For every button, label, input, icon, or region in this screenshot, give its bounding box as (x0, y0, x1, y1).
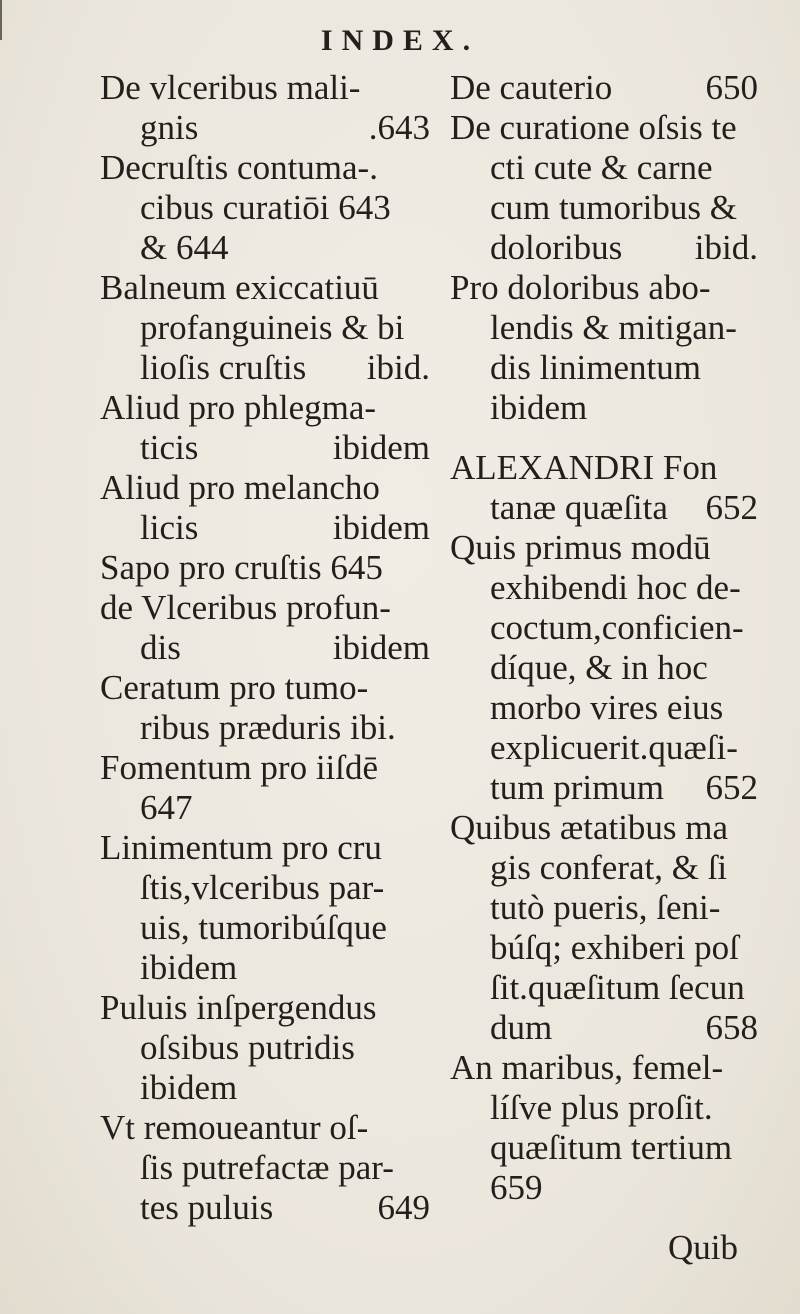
entry-text: licis (140, 508, 199, 547)
page-reference: ibidem (332, 508, 430, 547)
entry-line (450, 1008, 758, 1048)
page-reference: ibid. (366, 348, 430, 387)
entry-text: Ceratum pro tumo- (100, 668, 369, 707)
index-entry (450, 808, 758, 1048)
entry-text: doloribus (490, 228, 623, 267)
index-entry (450, 268, 758, 428)
entry-text: Aliud pro melancho (100, 468, 380, 507)
entry-line (100, 908, 430, 948)
entry-text: Aliud pro phlegma- (100, 388, 377, 427)
entry-text: ibidem (490, 388, 588, 427)
entry-text: 659 (490, 1168, 543, 1207)
entry-text: explicuerit.quæſi- (490, 728, 738, 767)
entry-line (450, 1048, 758, 1088)
entry-text: líſve plus proſit. (490, 1088, 713, 1127)
entry-line (450, 928, 758, 968)
entry-text: dis (140, 628, 181, 667)
entry-text: cibus curatiōi 643 (140, 188, 391, 227)
entry-text: & 644 (140, 228, 229, 267)
entry-line (100, 188, 430, 228)
entry-line (100, 1028, 430, 1068)
entry-line (100, 228, 430, 268)
entry-text: Pro doloribus abo- (450, 268, 711, 307)
page-reference: 649 (377, 1188, 430, 1227)
index-entry (100, 548, 430, 588)
entry-line (450, 688, 758, 728)
entry-text: Sapo pro cruſtis 645 (100, 548, 383, 587)
entry-line (100, 508, 430, 548)
entry-line (450, 308, 758, 348)
entry-text: ibidem (140, 1068, 238, 1107)
entry-line (450, 808, 758, 848)
entry-text: Balneum exiccatiuū (100, 268, 379, 307)
entry-line (450, 228, 758, 268)
entry-text: morbo vires eius (490, 688, 724, 727)
entry-line (450, 528, 758, 568)
page-reference: 658 (705, 1008, 758, 1047)
index-column-left (100, 68, 430, 1228)
index-entry (100, 268, 430, 388)
page-reference: ibid. (694, 228, 758, 267)
entry-line (100, 68, 430, 108)
entry-line (100, 828, 430, 868)
entry-text: De vlceribus mali- (100, 68, 361, 107)
entry-text: tanæ quæſita (490, 488, 668, 527)
page-reference: .643 (368, 108, 430, 147)
index-entry (450, 448, 758, 528)
index-entry (100, 1108, 430, 1228)
entry-line (100, 548, 430, 588)
entry-text: De curatione oſsis te (450, 108, 737, 147)
index-entry (100, 828, 430, 988)
entry-text: dum (490, 1008, 553, 1047)
entry-line (450, 268, 758, 308)
entry-line (100, 348, 430, 388)
entry-text: ſis putrefactæ par- (140, 1148, 394, 1187)
entry-line (100, 988, 430, 1028)
index-column-right (450, 68, 758, 1208)
entry-text: cum tumoribus & (490, 188, 737, 227)
entry-text: Linimentum pro cru (100, 828, 382, 867)
entry-line (100, 588, 430, 628)
entry-line (100, 708, 430, 748)
entry-text: uis, tumoribúſque (140, 908, 387, 947)
index-entry (100, 388, 430, 468)
entry-line (450, 1088, 758, 1128)
entry-line (100, 868, 430, 908)
entry-text: An maribus, femel- (450, 1048, 724, 1087)
entry-text: ibidem (140, 948, 238, 987)
entry-line (100, 1148, 430, 1188)
entry-line (100, 108, 430, 148)
entry-line (100, 428, 430, 468)
entry-text: de Vlceribus profun- (100, 588, 391, 627)
entry-line (100, 1068, 430, 1108)
entry-text: Decruſtis contuma-. (100, 148, 378, 187)
index-entry (100, 668, 430, 748)
entry-text: Vt remoueantur oſ- (100, 1108, 369, 1147)
entry-text: Quis primus modū (450, 528, 711, 567)
page-reference: ibidem (332, 628, 430, 667)
entry-text: cti cute & carne (490, 148, 713, 187)
entry-line (100, 948, 430, 988)
entry-line (100, 1108, 430, 1148)
entry-line (450, 488, 758, 528)
index-entry (100, 748, 430, 828)
index-entry (100, 988, 430, 1108)
entry-line (450, 728, 758, 768)
page-header: INDEX. (320, 24, 480, 57)
entry-text: ticis (140, 428, 199, 467)
entry-text: tum primum (490, 768, 665, 807)
entry-line (450, 188, 758, 228)
entry-text: tes puluis (140, 1188, 274, 1227)
entry-text: 647 (140, 788, 193, 827)
entry-line (100, 388, 430, 428)
index-entry (100, 588, 430, 668)
entry-line (450, 108, 758, 148)
entry-text: gnis (140, 108, 199, 147)
entry-line (100, 148, 430, 188)
entry-line (100, 668, 430, 708)
entry-text: ſit.quæſitum ſecun (490, 968, 745, 1007)
entry-line (450, 968, 758, 1008)
entry-line (450, 608, 758, 648)
entry-text: Quibus ætatibus ma (450, 808, 729, 847)
entry-line (450, 848, 758, 888)
entry-text: coctum,conficien- (490, 608, 744, 647)
entry-line (450, 148, 758, 188)
entry-text: De cauterio (450, 68, 613, 107)
entry-line (100, 308, 430, 348)
entry-text: búſq; exhiberi poſ (490, 928, 739, 967)
page-reference: 652 (705, 768, 758, 807)
entry-line (450, 1168, 758, 1208)
page-reference: 652 (705, 488, 758, 527)
entry-line (100, 628, 430, 668)
entry-line (100, 748, 430, 788)
entry-text: gis conferat, & ſi (490, 848, 728, 887)
entry-text: Fomentum pro iiſdē (100, 748, 379, 787)
entry-text: oſsibus putridis (140, 1028, 355, 1067)
entry-line (100, 468, 430, 508)
index-entry (450, 528, 758, 808)
entry-text: exhibendi hoc de- (490, 568, 741, 607)
entry-line (450, 648, 758, 688)
entry-text: tutò pueris, ſeni- (490, 888, 721, 927)
page-reference: ibidem (332, 428, 430, 467)
entry-line (450, 768, 758, 808)
index-entry (450, 68, 758, 108)
entry-text: ribus præduris ibi. (140, 708, 396, 747)
index-entry (100, 148, 430, 268)
entry-line (100, 268, 430, 308)
index-entry (100, 68, 430, 148)
entry-line (450, 68, 758, 108)
entry-line (450, 448, 758, 488)
index-entry (450, 1048, 758, 1208)
entry-text: profanguineis & bi (140, 308, 405, 347)
entry-line (100, 788, 430, 828)
entry-text: ALEXANDRI Fon (450, 448, 718, 487)
entry-text: lendis & mitigan- (490, 308, 737, 347)
entry-text: ſtis,vlceribus par- (140, 868, 385, 907)
index-entry (100, 468, 430, 548)
entry-line (450, 1128, 758, 1168)
entry-line (450, 888, 758, 928)
entry-line (450, 388, 758, 428)
entry-text: Puluis inſpergendus (100, 988, 377, 1027)
entry-text: lioſis cruſtis (140, 348, 307, 387)
entry-text: díque, & in hoc (490, 648, 708, 687)
entry-text: quæſitum tertium (490, 1128, 733, 1167)
entry-line (450, 568, 758, 608)
page-reference: 650 (705, 68, 758, 107)
catchword: Quib (668, 1228, 738, 1267)
index-entry (450, 108, 758, 268)
entry-line (450, 348, 758, 388)
entry-text: dis linimentum (490, 348, 701, 387)
entry-line (100, 1188, 430, 1228)
